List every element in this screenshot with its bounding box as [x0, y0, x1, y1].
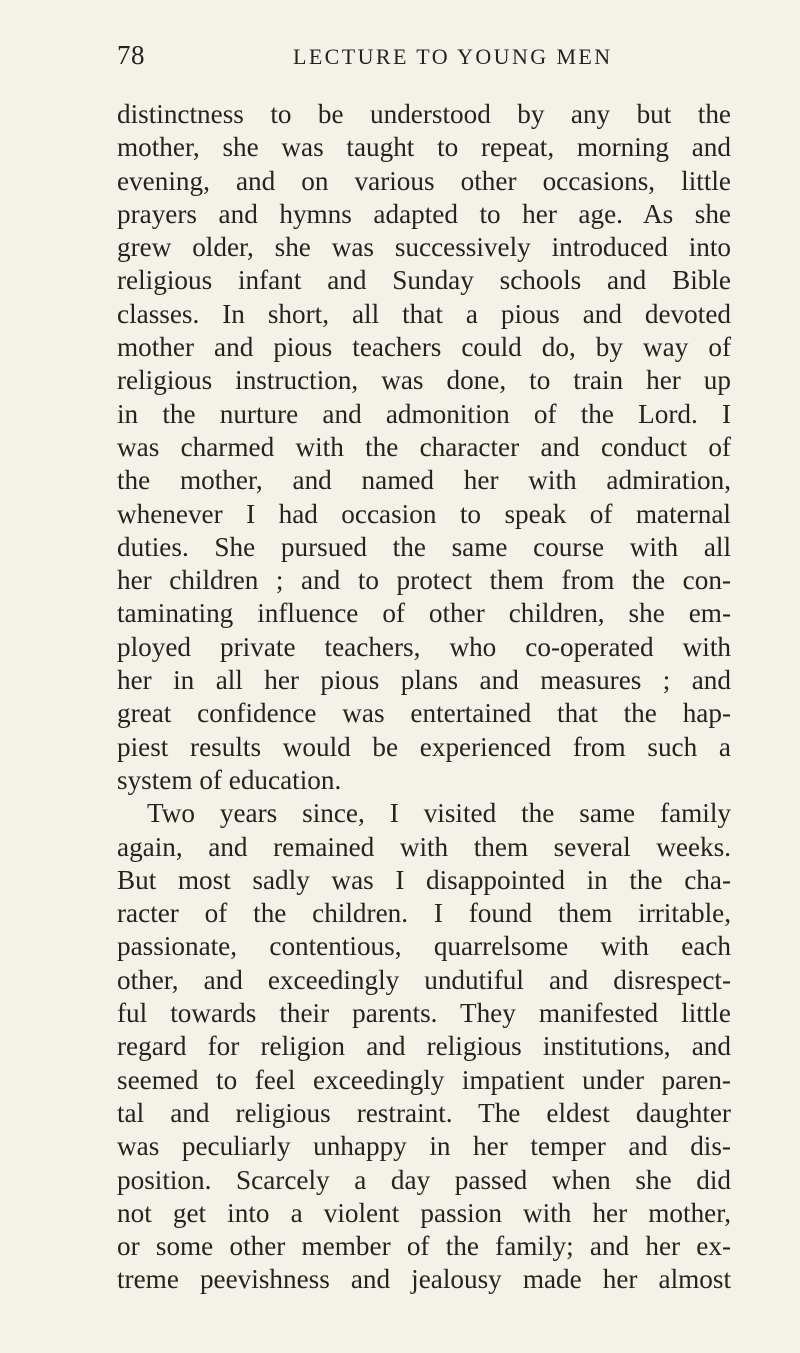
- text-line: was charmed with the character and conduct of: [117, 431, 731, 462]
- text-line: grew older, she was successively introduced into: [117, 232, 731, 263]
- text-line: prayers and hymns adapted to her age. As she: [117, 198, 731, 229]
- text-line: ful towards their parents. They manifested little: [117, 998, 731, 1029]
- text-line: But most sadly was I disappointed in the cha-: [117, 864, 731, 895]
- text-line: tal and religious restraint. The eldest daughter: [117, 1097, 731, 1128]
- text-line: her in all her pious plans and measures ; and: [117, 665, 731, 696]
- page-number: 78: [117, 40, 145, 70]
- text-line: ployed private teachers, who co-operated with: [117, 631, 731, 662]
- text-line: was peculiarly unhappy in her temper and dis-: [117, 1131, 731, 1162]
- text-line: distinctness to be understood by any but the: [117, 99, 731, 129]
- text-line: other, and exceedingly undutiful and disrespect-: [117, 964, 731, 995]
- text-line: taminating influence of other children, she em-: [117, 598, 731, 629]
- text-line: whenever I had occasion to speak of maternal: [117, 498, 731, 529]
- text-line: mother and pious teachers could do, by way of: [117, 332, 731, 363]
- text-line: classes. In short, all that a pious and devoted: [117, 298, 731, 329]
- text-line: regard for religion and religious institutions, and: [117, 1031, 731, 1062]
- text-line: racter of the children. I found them irritable,: [117, 898, 731, 929]
- text-line: duties. She pursued the same course with all: [117, 531, 731, 562]
- text-line: piest results would be experienced from such a: [117, 731, 731, 762]
- text-line: the mother, and named her with admiration,: [117, 465, 731, 496]
- text-line: religious instruction, was done, to train her up: [117, 365, 731, 396]
- text-line: her children ; and to protect them from the con-: [117, 565, 731, 596]
- text-line: evening, and on various other occasions, little: [117, 165, 731, 196]
- text-line: treme peevishness and jealousy made her almost: [117, 1264, 731, 1295]
- text-line: again, and remained with them several weeks.: [117, 831, 731, 862]
- text-line: position. Scarcely a day passed when she did: [117, 1164, 731, 1195]
- page-header: [117, 40, 729, 74]
- text-line: or some other member of the family; and her ex-: [117, 1231, 731, 1262]
- text-line: passionate, contentious, quarrelsome with each: [117, 931, 731, 962]
- running-title: LECTURE TO YOUNG MEN: [293, 44, 613, 69]
- text-line: in the nurture and admonition of the Lord. I: [117, 398, 731, 429]
- text-line: not get into a violent passion with her mother,: [117, 1197, 731, 1228]
- text-line: mother, she was taught to repeat, morning and: [117, 132, 731, 163]
- body-text: [117, 98, 731, 1297]
- text-line: religious infant and Sunday schools and Bible: [117, 265, 731, 296]
- text-line: great confidence was entertained that the hap-: [117, 698, 731, 729]
- text-line: Two years since, I visited the same family: [147, 798, 731, 829]
- text-line: seemed to feel exceedingly impatient under paren-: [117, 1064, 731, 1095]
- text-line: system of education.: [117, 764, 342, 795]
